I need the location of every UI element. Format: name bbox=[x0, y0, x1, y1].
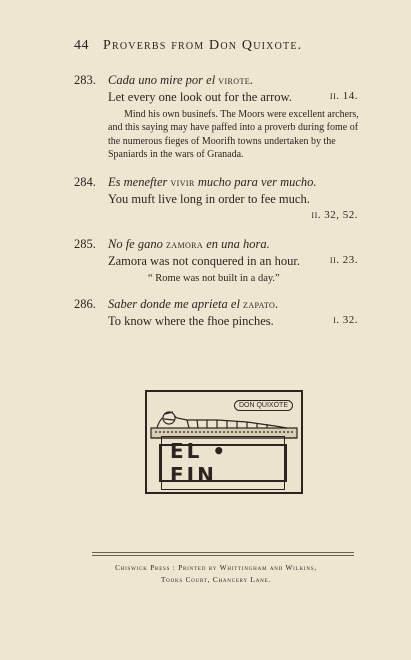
translation-line bbox=[74, 89, 364, 106]
translation-line bbox=[74, 191, 364, 208]
running-header bbox=[74, 38, 374, 54]
colophon-rule-bottom bbox=[92, 555, 354, 556]
citation-ref: ii. 32, 52. bbox=[311, 208, 358, 221]
citation-ref: ii. 14. bbox=[329, 89, 358, 102]
el-fin-text: EL • FIN bbox=[161, 436, 285, 490]
spanish-text-end: en una hora. bbox=[206, 237, 270, 251]
citation-ref: i. 32. bbox=[333, 313, 358, 326]
translation-text: Let every one look out for the arrow. bbox=[108, 89, 292, 104]
spanish-keyword: zapato bbox=[243, 299, 276, 311]
don-quixote-banner: DON QUIXOTE bbox=[234, 400, 293, 411]
proverb-entry-286 bbox=[74, 296, 364, 330]
entry-number: 284. bbox=[74, 175, 96, 189]
entry-number: 286. bbox=[74, 297, 96, 311]
spanish-line bbox=[74, 296, 364, 313]
proverb-entry-284 bbox=[74, 174, 364, 223]
translation-text: You muft live long in order to fee much. bbox=[108, 191, 310, 206]
translation-line bbox=[74, 313, 364, 330]
entry-number: 285. bbox=[74, 237, 96, 251]
spanish-text: No fe gano bbox=[108, 237, 163, 251]
printer-colophon bbox=[60, 563, 372, 586]
el-fin-panel bbox=[159, 439, 287, 487]
spanish-text: Saber donde me aprieta el bbox=[108, 297, 240, 311]
entry-number: 283. bbox=[74, 73, 96, 87]
proverb-entry-285 bbox=[74, 236, 364, 286]
proverb-entry-283 bbox=[74, 72, 364, 162]
spanish-text-end: . bbox=[275, 297, 279, 311]
translation-text: Zamora was not conquered in an hour. bbox=[108, 253, 300, 268]
spanish-line bbox=[74, 72, 364, 89]
spanish-text-end: mucho para ver mucho. bbox=[197, 175, 317, 189]
spanish-line bbox=[74, 236, 364, 253]
colophon-line-1: Chiswick Press : Printed by Whittingham and Wilkins, bbox=[115, 564, 317, 572]
colophon-rule-top bbox=[92, 552, 354, 553]
el-fin-woodcut bbox=[145, 390, 303, 494]
equivalent-quote: “ Rome was not built in a day.” bbox=[148, 272, 280, 284]
spanish-text: Cada uno mire por el bbox=[108, 73, 216, 87]
spanish-text: Es menefter bbox=[108, 175, 168, 189]
running-title: Proverbs from Don Quixote. bbox=[103, 38, 303, 53]
spanish-keyword: zamora bbox=[165, 239, 204, 251]
page-number: 44 bbox=[74, 38, 89, 53]
colophon-line-2: Tooks Court, Chancery Lane. bbox=[160, 575, 272, 584]
explanatory-note: Mind his own businefs. The Moors were excellent archers, and this saying may have paffed into a proverb during fome of the numerous fieges of Moorifh towns undertaken by the Spaniards in the wars of Granada. bbox=[108, 108, 359, 161]
translation-line bbox=[74, 253, 364, 270]
spanish-line bbox=[74, 174, 364, 191]
citation-ref: ii. 23. bbox=[329, 253, 358, 266]
spanish-keyword: vivir bbox=[170, 177, 195, 189]
translation-text: To know where the fhoe pinches. bbox=[108, 313, 274, 328]
spanish-keyword: virote bbox=[218, 75, 251, 87]
spanish-text-end: . bbox=[250, 73, 254, 87]
